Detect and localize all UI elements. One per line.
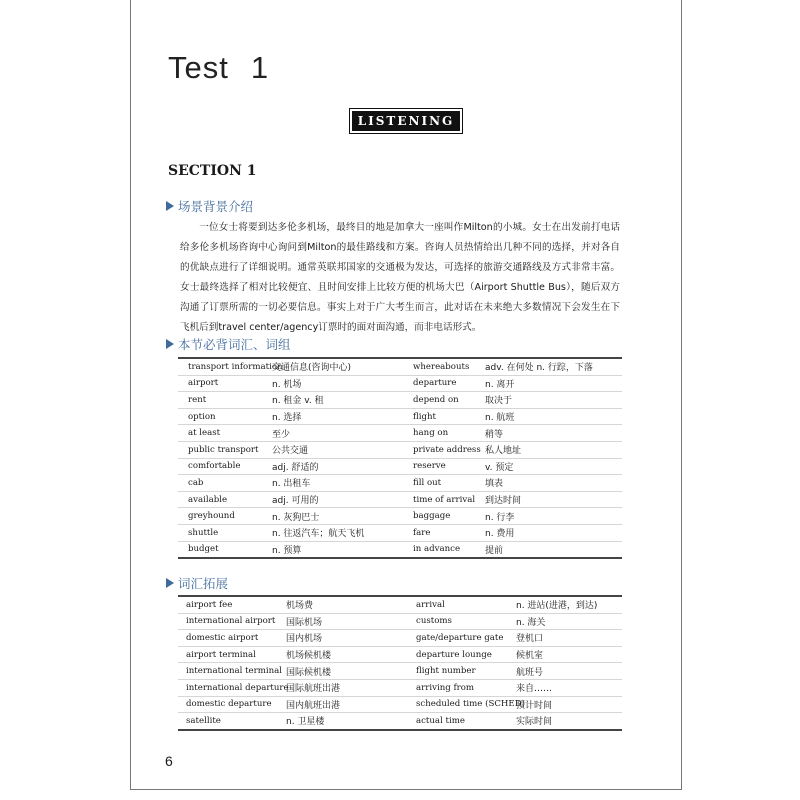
term-en: international departure bbox=[186, 682, 289, 693]
arrow-bullet-icon bbox=[166, 201, 174, 211]
term-en: domestic airport bbox=[186, 632, 259, 643]
vocab-row bbox=[178, 442, 622, 459]
term-en: greyhound bbox=[188, 511, 235, 522]
test-word: Test bbox=[168, 50, 229, 85]
term-cn: 国际航班出港 bbox=[286, 684, 341, 695]
term-cn: 来自…… bbox=[516, 684, 553, 695]
term-cn: n. 费用 bbox=[485, 529, 515, 540]
term-en: fill out bbox=[413, 477, 442, 488]
term-cn: 机场费 bbox=[286, 601, 314, 612]
expansion-heading bbox=[166, 574, 228, 592]
term-en: hang on bbox=[413, 428, 449, 439]
term-cn: 预计时间 bbox=[516, 700, 553, 711]
term-cn: n. 海关 bbox=[516, 617, 546, 628]
vocab-row bbox=[178, 713, 622, 731]
vocab-row bbox=[178, 525, 622, 542]
term-cn: 国内机场 bbox=[286, 634, 323, 645]
term-en: public transport bbox=[188, 444, 259, 455]
term-cn: n. 卫星楼 bbox=[286, 717, 325, 728]
term-en: available bbox=[188, 494, 228, 505]
term-en: customs bbox=[416, 616, 452, 627]
vocab-row bbox=[178, 459, 622, 476]
term-en: flight bbox=[413, 411, 436, 422]
vocab-row bbox=[178, 425, 622, 442]
term-en: at least bbox=[188, 428, 221, 439]
vocab-table bbox=[178, 357, 622, 559]
term-cn: n. 进站(进港，到达) bbox=[516, 601, 598, 612]
term-cn: n. 机场 bbox=[272, 379, 302, 390]
term-en: satellite bbox=[186, 715, 221, 726]
vocab-row bbox=[178, 697, 622, 714]
page-number: 6 bbox=[165, 753, 173, 769]
vocab-row bbox=[178, 647, 622, 664]
term-en: airport bbox=[188, 378, 219, 389]
term-cn: adj. 可用的 bbox=[272, 496, 319, 507]
term-en: arriving from bbox=[416, 682, 475, 693]
term-cn: 公共交通 bbox=[272, 446, 309, 457]
vocab-row bbox=[178, 663, 622, 680]
vocab-heading-text: 本节必背词汇、词组 bbox=[178, 337, 291, 352]
vocab-row bbox=[178, 376, 622, 393]
term-cn: 国际机场 bbox=[286, 617, 323, 628]
term-cn: adv. 在何处 n. 行踪，下落 bbox=[485, 363, 593, 374]
term-cn: n. 选择 bbox=[272, 413, 302, 424]
term-cn: 稍等 bbox=[485, 429, 504, 440]
term-en: international airport bbox=[186, 616, 276, 627]
term-en: reserve bbox=[413, 461, 446, 472]
scene-heading bbox=[166, 197, 253, 215]
term-en: departure bbox=[413, 378, 457, 389]
vocab-row bbox=[178, 614, 622, 631]
term-en: flight number bbox=[416, 666, 476, 677]
term-en: international terminal bbox=[186, 666, 283, 677]
term-cn: 国内航班出港 bbox=[286, 700, 341, 711]
term-cn: adj. 舒适的 bbox=[272, 462, 319, 473]
vocab-row bbox=[178, 392, 622, 409]
term-en: rent bbox=[188, 394, 207, 405]
term-cn: 航班号 bbox=[516, 667, 544, 678]
test-title bbox=[168, 50, 269, 86]
term-en: baggage bbox=[413, 511, 451, 522]
term-cn: 登机口 bbox=[516, 634, 544, 645]
vocab-row bbox=[178, 542, 622, 560]
term-cn: 国际候机楼 bbox=[286, 667, 332, 678]
term-cn: 机场候机楼 bbox=[286, 651, 332, 662]
vocab-row bbox=[178, 475, 622, 492]
term-cn: n. 出租车 bbox=[272, 479, 311, 490]
term-cn: 到达时间 bbox=[485, 496, 522, 507]
vocab-row bbox=[178, 680, 622, 697]
term-en: whereabouts bbox=[413, 361, 470, 372]
scene-heading-text: 场景背景介绍 bbox=[178, 199, 254, 214]
term-en: option bbox=[188, 411, 216, 422]
term-en: time of arrival bbox=[413, 494, 476, 505]
term-en: airport fee bbox=[186, 599, 233, 610]
term-cn: v. 预定 bbox=[485, 462, 514, 473]
vocab-row bbox=[178, 508, 622, 525]
expansion-table bbox=[178, 595, 622, 731]
term-cn: 私人地址 bbox=[485, 446, 522, 457]
term-en: transport information bbox=[188, 361, 283, 372]
intro-paragraph: 一位女士将要到达多伦多机场，最终目的地是加拿大一座叫作Milton的小城。女士在出发前打电话给多伦多机场咨询中心询问到Milton的最佳路线和方案。咨询人员热情给出几种不同的选择，并对各自的优缺点进行了详细说明。通常英联邦国家的交通极为发达，可选择的旅游交通路线及方式非常丰富。女士最终选择了相对比较便宜、且时间安排上比较方便的机场大巴（Airport Shuttle Bus），随后双方沟通了订票所需的一切必要信息。事实上对于广大考生而言，此对话在未来绝大多数情况下会发生在下飞机后到travel center/agency订票时的面对面沟通，而非电话形式。 bbox=[180, 222, 620, 333]
term-cn: n. 航班 bbox=[485, 413, 515, 424]
arrow-bullet-icon bbox=[166, 339, 174, 349]
vocab-row bbox=[178, 630, 622, 647]
arrow-bullet-icon bbox=[166, 578, 174, 588]
term-en: depend on bbox=[413, 394, 459, 405]
term-cn: n. 灰狗巴士 bbox=[272, 512, 320, 523]
term-en: domestic departure bbox=[186, 699, 272, 710]
expansion-heading-text: 词汇拓展 bbox=[178, 576, 229, 591]
term-cn: 实际时间 bbox=[516, 717, 553, 728]
section-title: SECTION 1 bbox=[168, 163, 257, 179]
term-en: in advance bbox=[413, 544, 461, 555]
term-en: comfortable bbox=[188, 461, 241, 472]
test-number: 1 bbox=[250, 50, 270, 85]
term-cn: 候机室 bbox=[516, 651, 544, 662]
term-cn: 交通信息(咨询中心) bbox=[272, 363, 352, 374]
term-en: arrival bbox=[416, 599, 445, 610]
term-en: private address bbox=[413, 444, 481, 455]
vocab-heading bbox=[166, 335, 291, 353]
vocab-row bbox=[178, 409, 622, 426]
term-en: budget bbox=[188, 544, 219, 555]
term-en: gate/departure gate bbox=[416, 632, 504, 643]
term-cn: n. 往返汽车；航天飞机 bbox=[272, 529, 365, 540]
vocab-row bbox=[178, 595, 622, 614]
term-en: scheduled time (SCHED) bbox=[416, 699, 525, 710]
vocab-row bbox=[178, 357, 622, 376]
term-cn: 提前 bbox=[485, 545, 504, 556]
term-cn: 取决于 bbox=[485, 396, 513, 407]
term-cn: 至少 bbox=[272, 429, 291, 440]
term-cn: 填表 bbox=[485, 479, 504, 490]
term-en: shuttle bbox=[188, 527, 219, 538]
term-cn: n. 行李 bbox=[485, 512, 515, 523]
listening-badge: LISTENING bbox=[352, 111, 460, 131]
term-cn: n. 租金 v. 租 bbox=[272, 396, 324, 407]
term-cn: n. 预算 bbox=[272, 545, 302, 556]
term-en: airport terminal bbox=[186, 649, 256, 660]
term-en: fare bbox=[413, 527, 431, 538]
term-cn: n. 离开 bbox=[485, 379, 515, 390]
vocab-row bbox=[178, 492, 622, 509]
term-en: departure lounge bbox=[416, 649, 492, 660]
term-en: actual time bbox=[416, 715, 465, 726]
term-en: cab bbox=[188, 477, 204, 488]
